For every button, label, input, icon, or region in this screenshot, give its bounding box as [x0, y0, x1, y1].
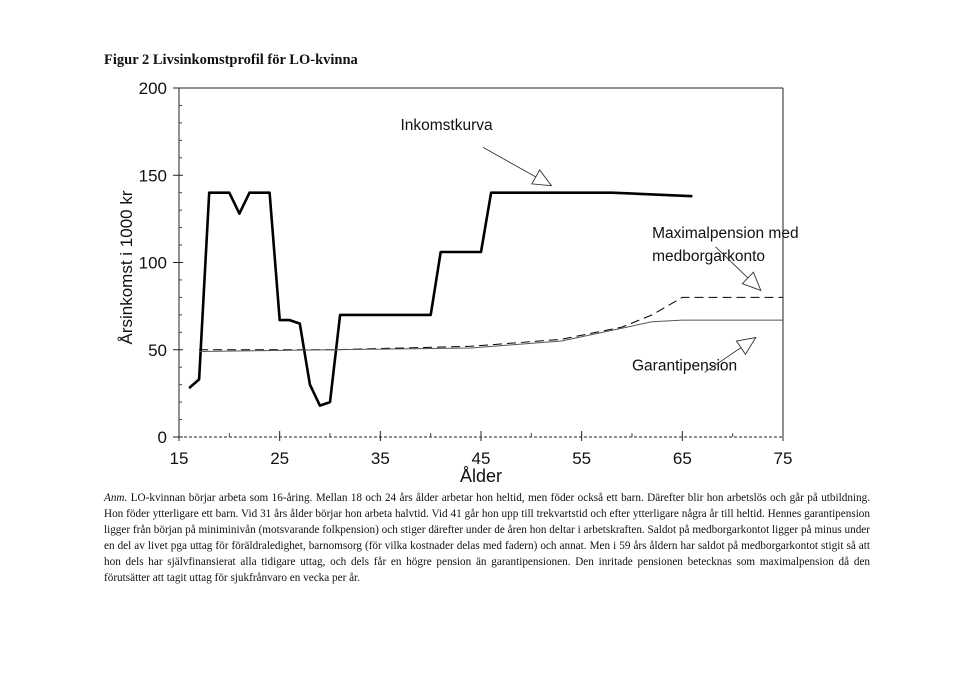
annotation-label: Garantipension: [632, 357, 738, 375]
x-tick-label: 15: [169, 449, 189, 468]
y-axis-label: Årsinkomst i 1000 kr: [117, 190, 136, 345]
note-text: LO-kvinnan börjar arbeta som 16-åring. Mellan 18 och 24 års ålder arbetar hon heltid, men föder också ett barn. Därefter blir hon arbetslös och går på utbildning. Hon föder ytterligare ett barn. Vid 31 års ålder börjar hon arbeta halvtid. Vid 41 går hon upp till trekvartstid och efter ytterligare några år till heltid. Hennes garantipension ligger från början på miniminivån (motsvarande folkpension) och stiger därefter under de åren hon deltar i arbetskraften. Saldot på medborgarkontot ligger på minus under en del av livet pga uttag för föräldraledighet, barnomsorg (för vilka kostnader delas med fadern) och annat. Men i 59 års åldern har saldot på medborgarkontot stigit så att hon dels har självfinansierat alla tidigare uttag, och dels får en högre pension än garantipensionen. Den inritade pensionen betecknas som maximalpension då den förutsätter att tagit uttag för sjukfrånvaro en vecka per år.: [104, 492, 871, 584]
annotation-label: medborgarkonto: [652, 247, 766, 265]
x-tick-label: 45: [471, 449, 491, 468]
annotation-label: Maximalpension med: [652, 225, 799, 243]
x-tick-label: 35: [370, 449, 390, 468]
x-tick-label: 65: [672, 449, 692, 468]
series-line-maximalpension-med-medborgarkonto: [199, 297, 783, 349]
x-tick-label: 25: [270, 449, 290, 468]
annotation-label: Inkomstkurva: [400, 116, 493, 134]
note-label: Anm.: [104, 492, 128, 504]
y-tick-label: 0: [157, 428, 167, 447]
y-tick-label: 150: [138, 166, 167, 186]
arrow-inkomstkurva-head: [532, 170, 552, 186]
income-profile-chart: [0, 70, 960, 490]
figure-note: [104, 490, 870, 586]
y-tick-label: 100: [138, 253, 167, 273]
series-line-inkomstkurva: [189, 193, 692, 406]
x-tick-label: 55: [572, 449, 592, 468]
y-tick-label: 200: [138, 79, 167, 98]
y-tick-label: 50: [148, 340, 167, 360]
figure-title: Figur 2 Livsinkomstprofil för LO-kvinna: [104, 52, 358, 68]
series-line-garantipension: [199, 320, 783, 351]
x-tick-label: 75: [773, 449, 793, 468]
x-axis-label: Ålder: [459, 466, 503, 486]
arrow-garantipension-head: [736, 338, 755, 355]
